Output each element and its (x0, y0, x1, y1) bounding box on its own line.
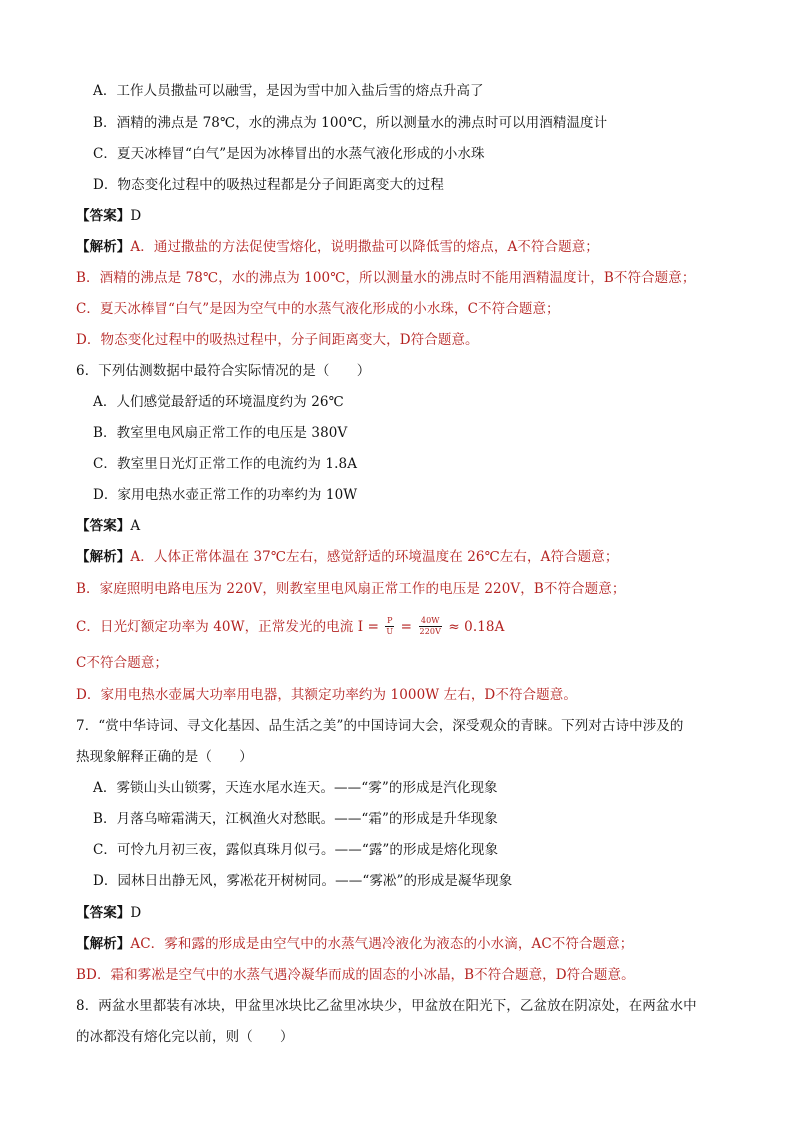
q5-answer (76, 204, 141, 228)
q6-analysis-d: D．家用电热水壶属大功率用电器，其额定功率约为 1000W 左右，D不符合题意。 (76, 687, 577, 703)
q6-analysis-c: C．日光灯额定功率为 40W，正常发光的电流 I = $\frac{P}{U}$ = $\frac{40W}{220V}$ ≈ 0.18A (76, 616, 505, 636)
q5-analysis-c: C．夏天冰棒冒“白气”是因为空气中的水蒸气液化形成的小水珠，C不符合题意； (76, 301, 560, 317)
fraction-40w-over-220v: $\frac{40W}{220V}$ (419, 616, 441, 636)
q6-analysis-c-tail: C不符合题意； (76, 655, 169, 671)
analysis-label: 【解析】 (76, 239, 131, 255)
q5-analysis-b: B．酒精的沸点是 78℃，水的沸点为 100℃，所以测量水的沸点时不能用酒精温度计，B不符合题意； (76, 270, 696, 286)
fraction-p-over-u: $\frac{P}{U}$ (386, 616, 394, 636)
q6-option-a: A．人们感觉最舒适的环境温度约为 26℃ (93, 394, 344, 410)
q8-stem-line2: 的冰都没有熔化完以前，则（ ） (76, 1029, 294, 1045)
q6-analysis-a: 【解析】A．人体正常体温在 37℃左右，感觉舒适的环境温度在 26℃左右，A符合题意； (76, 549, 619, 565)
q6-answer (76, 514, 140, 538)
answer-label: 【答案】 (76, 518, 131, 534)
q6-stem: 6．下列估测数据中最符合实际情况的是（ ） (76, 363, 371, 379)
q5-option-d: D．物态变化过程中的吸热过程都是分子间距离变大的过程 (93, 177, 444, 193)
q6-option-d: D．家用电热水壶正常工作的功率约为 10W (93, 487, 358, 503)
q6-analysis-b: B．家庭照明电路电压为 220V，则教室里电风扇正常工作的电压是 220V，B不符合题意； (76, 581, 626, 597)
q7-option-c: C．可怜九月初三夜，露似真珠月似弓。——“露”的形成是熔化现象 (93, 842, 499, 858)
q7-stem-line2: 热现象解释正确的是（ ） (76, 749, 253, 765)
q5-option-c: C．夏天冰棒冒“白气”是因为冰棒冒出的水蒸气液化形成的小水珠 (93, 146, 485, 162)
q7-analysis-ac: 【解析】AC．雾和露的形成是由空气中的水蒸气遇冷液化为液态的小水滴，AC不符合题意； (76, 936, 634, 952)
q7-answer (76, 901, 141, 925)
answer-value: D (130, 905, 142, 921)
q6-option-c: C．教室里日光灯正常工作的电流约为 1.8A (93, 456, 358, 472)
q5-analysis-a: 【解析】A．通过撒盐的方法促使雪熔化，说明撒盐可以降低雪的熔点，A不符合题意； (76, 239, 599, 255)
q7-option-a: A．雾锁山头山锁雾，天连水尾水连天。——“雾”的形成是汽化现象 (93, 780, 498, 796)
q7-stem-line1: 7．“赏中华诗词、寻文化基因、品生活之美”的中国诗词大会，深受观众的青睐。下列对古诗中涉及的 (76, 718, 684, 734)
answer-value: D (130, 208, 142, 224)
answer-label: 【答案】 (76, 905, 131, 921)
q5-option-a: A．工作人员撒盐可以融雪，是因为雪中加入盐后雪的熔点升高了 (93, 83, 484, 99)
answer-label: 【答案】 (76, 208, 131, 224)
answer-value: A (130, 518, 141, 534)
q5-option-b: B．酒精的沸点是 78℃，水的沸点为 100℃，所以测量水的沸点时可以用酒精温度计 (93, 115, 608, 131)
q5-analysis-d: D．物态变化过程中的吸热过程中，分子间距离变大，D符合题意。 (76, 332, 479, 348)
q7-analysis-bd: BD．霜和雾凇是空气中的水蒸气遇冷凝华而成的固态的小冰晶，B不符合题意，D符合题意。 (76, 967, 635, 983)
analysis-label: 【解析】 (76, 936, 131, 952)
q6-option-b: B．教室里电风扇正常工作的电压是 380V (93, 425, 348, 441)
q7-option-b: B．月落乌啼霜满天，江枫渔火对愁眠。——“霜”的形成是升华现象 (93, 811, 498, 827)
q8-stem-line1: 8．两盆水里都装有冰块，甲盆里冰块比乙盆里冰块少，甲盆放在阳光下，乙盆放在阴凉处，在两盆水中 (76, 998, 697, 1014)
analysis-label: 【解析】 (76, 549, 131, 565)
q7-option-d: D．园林日出静无风，雾凇花开树树同。——“雾凇”的形成是凝华现象 (93, 873, 513, 889)
